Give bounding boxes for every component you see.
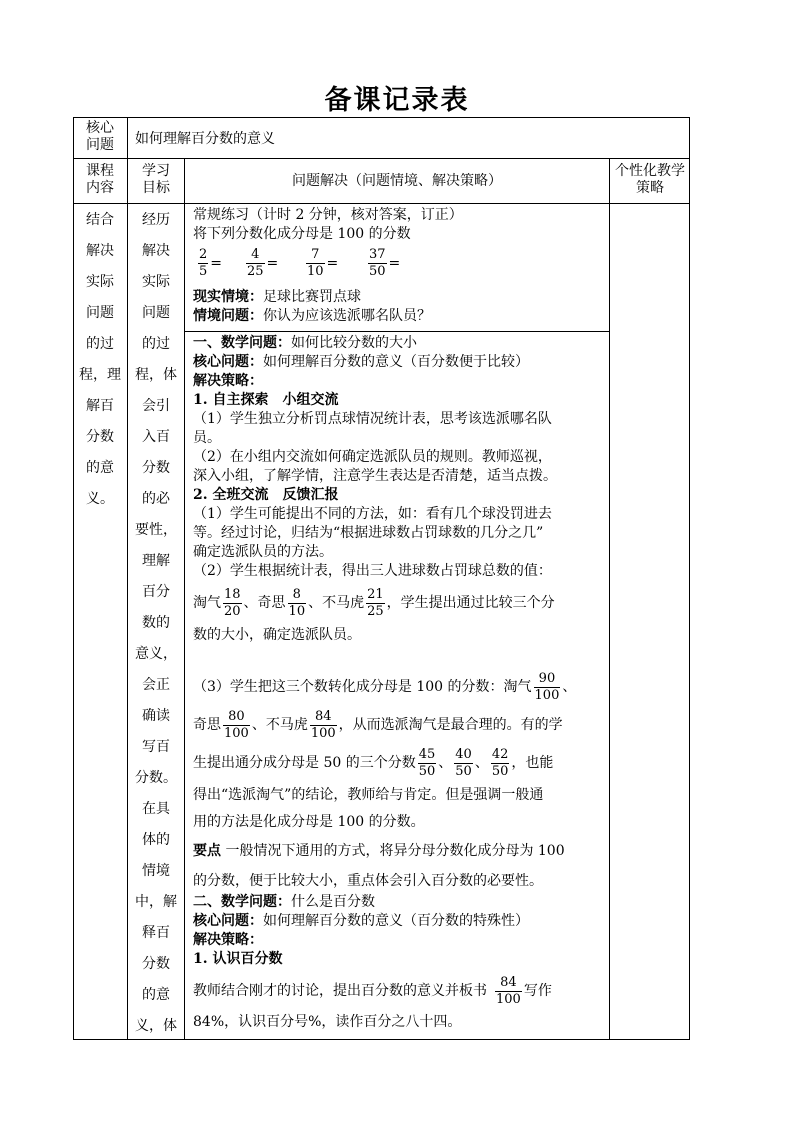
goal-text: 义，体 [135, 1018, 177, 1034]
denominator: 5 [199, 264, 208, 279]
body-text: 、 [562, 679, 577, 695]
fraction-line [193, 668, 605, 706]
reality-label: 现实情境： [193, 289, 263, 305]
page-title: 备课记录表 [324, 85, 470, 116]
goal-text: 情境 [142, 863, 170, 879]
body-text: ，从而选派淘气是最合理的。有的学 [338, 717, 563, 733]
equals-sign: = [326, 255, 339, 272]
step-title [193, 486, 605, 505]
numerator: 40 [455, 746, 472, 762]
denominator: 100 [534, 687, 560, 703]
numerator: 90 [538, 670, 556, 686]
numerator: 4 [251, 247, 260, 262]
section-one [193, 334, 605, 645]
goal-text: 经历 [142, 212, 170, 228]
goal-text: 的意 [142, 987, 170, 1003]
denominator: 25 [247, 264, 264, 279]
step-title [193, 391, 605, 410]
body-text: 、 [474, 755, 489, 771]
step-title-text: 2. 全班交流 反馈汇报 [193, 487, 339, 503]
goal-text: 的必 [142, 491, 170, 507]
step-title-text: 1. 认识百分数 [193, 951, 283, 967]
denominator: 20 [224, 603, 241, 619]
goal-text: 会引 [142, 398, 170, 414]
content-text: 解决 [86, 243, 114, 259]
table-divider [184, 158, 185, 1040]
practice-line: 常规练习（计时 2 分钟，核对答案，订正） [193, 207, 463, 223]
body-line: 员。 [193, 430, 221, 446]
table-divider [609, 158, 610, 1040]
core-question-value: 如何理解百分数的意义 [135, 131, 275, 147]
fraction-line [193, 744, 605, 782]
fraction-line [193, 581, 605, 626]
practice-fraction [304, 247, 338, 280]
denominator: 50 [491, 763, 509, 779]
section-two [193, 893, 605, 1032]
goal-text: 的过 [142, 336, 170, 352]
denominator: 100 [224, 725, 249, 741]
body-line: 用的方法是化成分母是 100 的分数。 [193, 814, 425, 830]
goal-text: 在具 [142, 801, 170, 817]
content-text: 结合 [86, 212, 114, 228]
core-question-label: 核心问题 [86, 120, 114, 153]
body-text: （3）学生把这三个数转化成分母是 100 的分数：淘气 [193, 679, 532, 695]
goal-text: 分数 [142, 956, 170, 972]
table-divider [127, 117, 128, 1040]
content-text: 解百 [86, 398, 114, 414]
equals-sign: = [210, 255, 223, 272]
strategy-label-text: 解决策略： [193, 932, 263, 948]
numerator: 42 [491, 746, 509, 762]
body-text: 、不马虎 [308, 595, 365, 611]
body-line: 的分数，便于比较大小，重点体会引入百分数的必要性。 [193, 873, 543, 889]
goal-text: 数的 [142, 615, 170, 631]
practice-line: 将下列分数化成分母是 100 的分数 [193, 226, 411, 242]
body-text: 、 [438, 755, 453, 771]
table-divider [184, 331, 609, 332]
body-text: ，也能 [511, 755, 554, 771]
numerator: 7 [311, 247, 320, 262]
heading-label: 一、数学问题： [193, 335, 291, 351]
denominator: 50 [455, 763, 472, 779]
equals-sign: = [266, 255, 279, 272]
body-text: 、奇思 [243, 595, 286, 611]
problem-solving-header: 问题解决（问题情境、解决策略） [292, 173, 502, 189]
numerator: 84 [500, 974, 517, 990]
goal-text: 百分 [142, 584, 170, 600]
goal-text: 入百 [142, 429, 170, 445]
strategy-label [193, 931, 605, 950]
body-text: 奇思 [193, 717, 221, 733]
goal-text: 释百 [142, 925, 170, 941]
table-divider [73, 158, 690, 159]
goal-text: 体的 [142, 832, 170, 848]
content-text: 实际 [86, 274, 114, 290]
question-line [193, 307, 605, 326]
heading-label: 二、数学问题： [193, 894, 291, 910]
fraction-line [193, 706, 605, 744]
goal-text: 意义， [135, 646, 177, 662]
practice-fraction [244, 247, 278, 280]
body-line: 得出“选派淘气”的结论，教师给与肯定。但是强调一般通 [193, 787, 544, 803]
section-heading [193, 334, 605, 353]
content-text: 义。 [86, 491, 114, 507]
core-line [193, 912, 605, 931]
section-heading [193, 893, 605, 912]
body-text: 生提出通分成分母是 50 的三个分数 [193, 755, 416, 771]
content-text: 的意 [86, 460, 114, 476]
numerator: 80 [228, 708, 245, 724]
question-text: 你认为应该选派哪名队员？ [263, 308, 431, 324]
denominator: 100 [496, 991, 521, 1007]
section-one-cont [193, 668, 605, 896]
strategy-label-text: 解决策略： [193, 373, 263, 389]
goal-text: 中，解 [135, 894, 177, 910]
body-line: 等。经过讨论，归结为“根据进球数占罚球数的几分之几” [193, 525, 544, 541]
numerator: 84 [314, 708, 332, 724]
numerator: 37 [369, 247, 386, 262]
denominator: 50 [418, 763, 436, 779]
course-content-column [74, 205, 126, 515]
denominator: 100 [310, 725, 336, 741]
scenario-block [193, 288, 605, 326]
question-label: 情境问题： [193, 308, 263, 324]
body-line: 84%，认识百分号%，读作百分之八十四。 [193, 1014, 462, 1030]
goal-text: 实际 [142, 274, 170, 290]
equals-sign: = [388, 255, 401, 272]
strategy-label [193, 372, 605, 391]
core-label: 核心问题： [193, 354, 263, 370]
core-line [193, 353, 605, 372]
goal-text: 分数 [142, 460, 170, 476]
key-label: 要点 [193, 843, 221, 859]
body-line: （1）学生可能提出不同的方法，如：看有几个球没罚进去 [193, 506, 552, 522]
content-text: 分数 [86, 429, 114, 445]
body-text: 、不马虎 [251, 717, 308, 733]
goal-text: 确读 [142, 708, 170, 724]
body-line: （2）学生根据统计表，得出三人进球数占罚球总数的值： [193, 563, 552, 579]
heading-text: 如何比较分数的大小 [291, 335, 417, 351]
goal-text: 理解 [142, 553, 170, 569]
body-text: 教师结合刚才的讨论，提出百分数的意义并板书 [193, 983, 487, 999]
heading-text: 什么是百分数 [291, 894, 375, 910]
practice-block [193, 206, 605, 244]
goal-text: 程，体 [135, 367, 177, 383]
practice-fraction [196, 247, 222, 280]
goal-text: 要性， [135, 522, 177, 538]
reality-line [193, 288, 605, 307]
reality-text: 足球比赛罚点球 [263, 289, 361, 305]
numerator: 21 [367, 586, 384, 602]
content-text: 的过 [86, 336, 114, 352]
denominator: 25 [367, 603, 384, 619]
learning-goal-header: 学习目标 [142, 163, 170, 196]
goal-text: 分数。 [135, 770, 177, 786]
numerator: 18 [224, 586, 241, 602]
goal-text: 会正 [142, 677, 170, 693]
step-title-text: 1. 自主探索 小组交流 [193, 392, 339, 408]
goal-text: 解决 [142, 243, 170, 259]
fraction-line [193, 969, 605, 1013]
content-text: 问题 [86, 305, 114, 321]
denominator: 10 [307, 264, 324, 279]
body-text: 淘气 [193, 595, 221, 611]
core-text: 如何理解百分数的意义（百分数便于比较） [263, 354, 529, 370]
goal-text: 写百 [142, 739, 170, 755]
denominator: 50 [369, 264, 386, 279]
numerator: 2 [199, 247, 208, 262]
body-line: （2）在小组内交流如何确定选派队员的规则。教师巡视， [193, 449, 552, 465]
body-text: 写作 [523, 983, 552, 999]
body-line: 深入小组，了解学情，注意学生表达是否清楚，适当点拨。 [193, 468, 557, 484]
body-line: 确定选派队员的方法。 [193, 544, 333, 560]
learning-goal-column [129, 205, 183, 1042]
body-line: （1）学生独立分析罚点球情况统计表，思考该选派哪名队 [193, 411, 552, 427]
strategy-header: 个性化教学策略 [615, 163, 685, 196]
core-text: 如何理解百分数的意义（百分数的特殊性） [263, 913, 529, 929]
body-line: 数的大小，确定选派队员。 [193, 627, 361, 643]
goal-text: 问题 [142, 305, 170, 321]
body-text: 一般情况下通用的方式，将异分母分数化成分母为 100 [221, 843, 565, 859]
body-text: ，学生提出通过比较三个分 [386, 595, 555, 611]
practice-fraction [366, 247, 400, 280]
core-label: 核心问题： [193, 913, 263, 929]
key-point-line [193, 836, 605, 866]
numerator: 45 [418, 746, 436, 762]
course-content-header: 课程内容 [86, 163, 114, 196]
content-text: 程，理 [79, 367, 121, 383]
numerator: 8 [292, 586, 301, 602]
step-title [193, 950, 605, 969]
denominator: 10 [288, 603, 306, 619]
table-divider [73, 203, 690, 204]
